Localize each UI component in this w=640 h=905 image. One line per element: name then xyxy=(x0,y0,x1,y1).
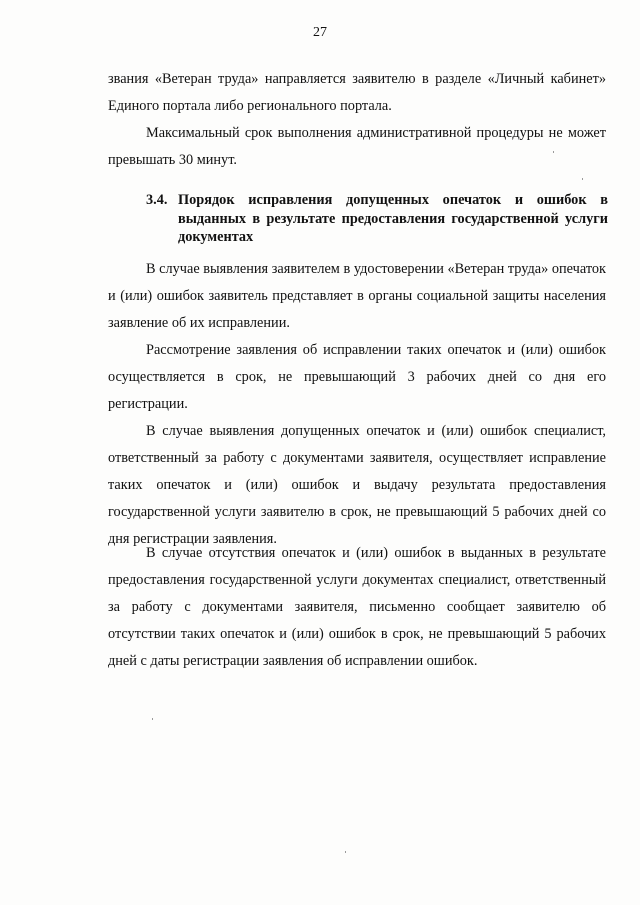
paragraph-review-term: Рассмотрение заявления об исправлении таких опечаток и (или) ошибок осуществляется в срок, не превышающий 3 рабочих дней со дня его регистрации. xyxy=(108,342,606,412)
paragraph-error-detection: В случае выявления заявителем в удостоверении «Ветеран труда» опечаток и (или) ошибок заявитель представляет в органы социальной защиты населения заявление об их исправлении. xyxy=(108,261,606,331)
scan-speck xyxy=(152,718,153,720)
paragraph-max-duration: Максимальный срок выполнения административной процедуры не может превышать 30 минут. xyxy=(108,125,606,168)
scan-speck xyxy=(553,151,554,153)
section-title: Порядок исправления допущенных опечаток и ошибок в выданных в результате предоставления государственной услуги документах xyxy=(178,192,608,245)
paragraph-correction: В случае выявления допущенных опечаток и (или) ошибок специалист, ответственный за работу с документами заявителя, осуществляет исправление таких опечаток и (или) ошибок и выдачу результата предоставления государственной услуги заявителю в срок, не превышающий 5 рабочих дней со дня регистрации заявления. xyxy=(108,423,606,547)
scan-speck xyxy=(582,178,583,180)
paragraph-no-errors: В случае отсутствия опечаток и (или) ошибок в выданных в результате предоставления государственной услуги документах специалист, ответственный за работу с документами заявителя, письменно сообщает заявителю об отсутствии таких опечаток и (или) ошибок в срок, не превышающий 5 рабочих дней с даты регистрации заявления об исправлении ошибок. xyxy=(108,545,606,669)
paragraph-continuation: звания «Ветеран труда» направляется заявителю в разделе «Личный кабинет» Единого портала либо регионального портала. xyxy=(108,71,606,114)
page-number: 27 xyxy=(313,25,327,40)
section-heading xyxy=(146,191,608,247)
scan-speck xyxy=(345,851,346,853)
section-number: 3.4. xyxy=(146,192,168,208)
